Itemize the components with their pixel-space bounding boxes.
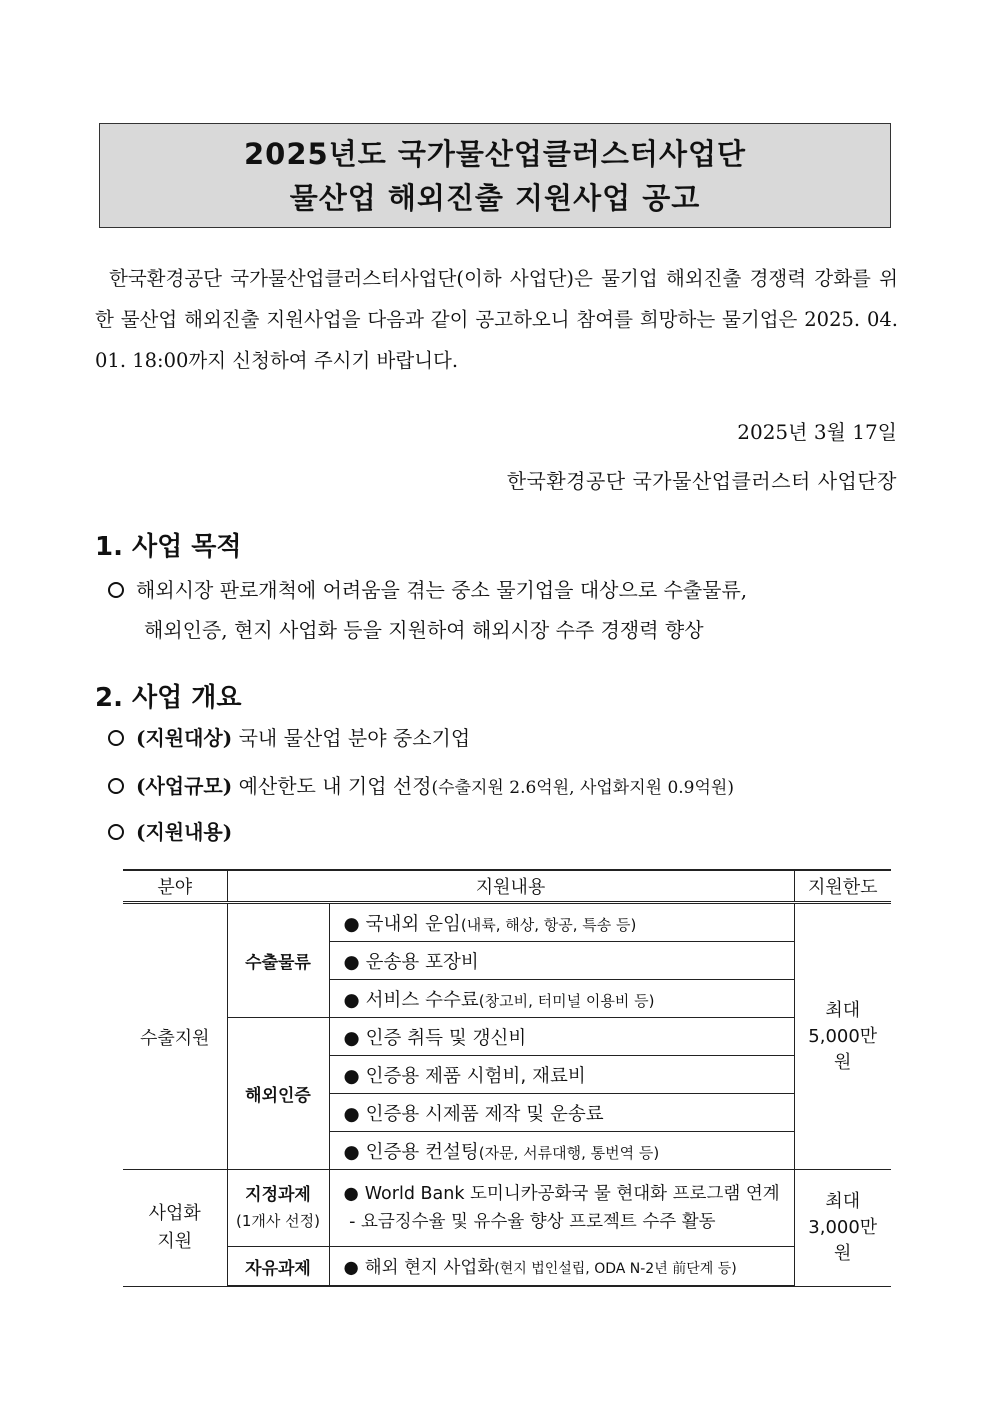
- header-limit: 지원한도: [794, 870, 891, 903]
- table-row: [123, 1018, 891, 1056]
- circle-bullet-icon: [108, 778, 124, 794]
- table-row: [123, 903, 891, 942]
- subcategory-free: 자유과제: [227, 1247, 329, 1287]
- title-box: [99, 123, 891, 228]
- title-line-1: 2025년도 국가물산업클러스터사업단: [243, 136, 746, 171]
- header-content: 지원내용: [227, 870, 794, 903]
- section-2-heading: 2. 사업 개요: [95, 683, 242, 713]
- table-cell-item: ● 인증용 컨설팅(자문, 서류대행, 통번역 등): [329, 1132, 794, 1170]
- limit-commercialization: 최대 3,000만원: [794, 1170, 891, 1287]
- circle-bullet-icon: [108, 582, 124, 598]
- bullet-label: (사업규모): [136, 774, 233, 798]
- support-table: [123, 869, 891, 1287]
- table-cell-item: ● 인증용 제품 시험비, 재료비: [329, 1056, 794, 1094]
- table-cell-item: ● 서비스 수수료(창고비, 터미널 이용비 등): [329, 980, 794, 1018]
- announcement-date: 2025년 3월 17일: [737, 420, 897, 444]
- table-row: [123, 1170, 891, 1247]
- section-2-bullet-scale: [108, 766, 734, 808]
- table-cell-item: ● 국내외 운임(내륙, 해상, 항공, 특송 등): [329, 903, 794, 942]
- table-cell-item: ● 인증용 시제품 제작 및 운송료: [329, 1094, 794, 1132]
- subcategory-designated: 지정과제 (1개사 선정): [227, 1170, 329, 1247]
- section-2-bullet-content: [108, 812, 232, 852]
- intro-paragraph: [95, 258, 898, 381]
- header-field: 분야: [123, 870, 227, 903]
- limit-export: 최대 5,000만원: [794, 903, 891, 1170]
- category-export: 수출지원: [123, 903, 227, 1170]
- section-1-bullet-text: 해외시장 판로개척에 어려움을 겪는 중소 물기업을 대상으로 수출물류,: [136, 578, 748, 602]
- table-cell-item: ● 인증 취득 및 갱신비: [329, 1018, 794, 1056]
- bullet-note: (수출지원 2.6억원, 사업화지원 0.9억원): [431, 778, 734, 798]
- table-cell-item: ● 운송용 포장비: [329, 942, 794, 980]
- issuing-organization: 한국환경공단 국가물산업클러스터 사업단장: [506, 469, 897, 493]
- bullet-text: 예산한도 내 기업 선정: [238, 774, 432, 798]
- section-1-bullet-cont: 해외인증, 현지 사업화 등을 지원하여 해외시장 수주 경쟁력 향상: [144, 618, 704, 642]
- table-header-row: [123, 870, 891, 903]
- category-commercialization: 사업화 지원: [123, 1170, 227, 1287]
- section-1-bullet: [108, 570, 747, 610]
- section-1-heading: 1. 사업 목적: [95, 532, 242, 562]
- table-cell-item: ● 해외 현지 사업화(현지 법인설립, ODA N-2년 前단계 등): [329, 1247, 794, 1287]
- subcategory-certification: 해외인증: [227, 1018, 329, 1170]
- bullet-label: (지원내용): [136, 820, 233, 844]
- circle-bullet-icon: [108, 730, 124, 746]
- intro-text: 한국환경공단 국가물산업클러스터사업단(이하 사업단)은 물기업 해외진출 경쟁력 강화를 위한 물산업 해외진출 지원사업을 다음과 같이 공고하오니 참여를 희망하는 물기업은 2025. 04. 01. 18:00까지 신청하여 주시기 바랍니다.: [95, 267, 898, 372]
- circle-bullet-icon: [108, 824, 124, 840]
- table-cell-item: ● World Bank 도미니카공화국 물 현대화 프로그램 연계 - 요금징수율 및 유수율 향상 프로젝트 수주 활동: [329, 1170, 794, 1247]
- section-2-bullet-target: [108, 718, 470, 758]
- table-row: [123, 1247, 891, 1287]
- subcategory-logistics: 수출물류: [227, 903, 329, 1018]
- bullet-label: (지원대상): [136, 726, 233, 750]
- bullet-text: 국내 물산업 분야 중소기업: [238, 726, 471, 750]
- title-line-2: 물산업 해외진출 지원사업 공고: [289, 180, 701, 215]
